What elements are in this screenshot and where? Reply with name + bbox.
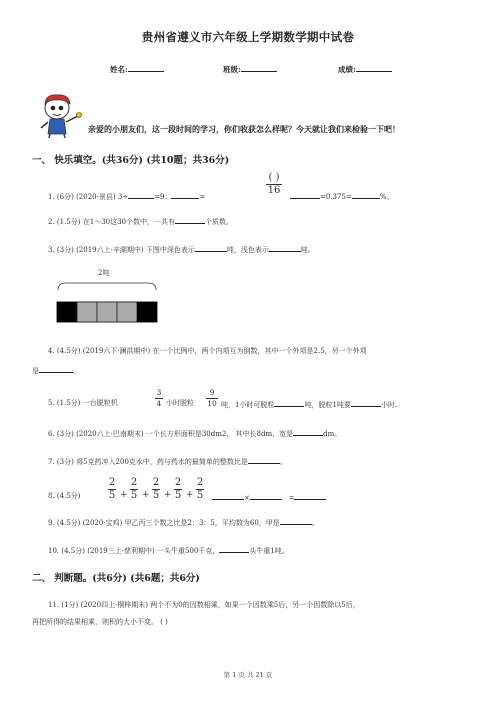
question-score: (3分): [56, 246, 74, 254]
fraction-numerator: ( ): [268, 172, 280, 183]
name-field[interactable]: [110, 63, 164, 75]
q2-text-a: 在1～30这30个数中，一共有: [82, 218, 176, 226]
fraction-denominator: 5: [108, 490, 116, 501]
q8-fraction-4: [174, 478, 182, 501]
question-9: [48, 516, 319, 528]
q8-plus-1: +: [120, 490, 128, 500]
q8-fraction-5: [196, 478, 204, 501]
q2-text-b: 个质数。: [205, 218, 234, 226]
question-2: [48, 215, 233, 227]
q1-blank-4[interactable]: [352, 190, 380, 199]
question-8-tail: [212, 491, 326, 502]
score-field[interactable]: [338, 63, 392, 75]
q8-fraction-2: [130, 478, 138, 501]
q8-blank-1[interactable]: [212, 491, 244, 500]
question-score: (3分): [56, 458, 74, 466]
name-label: 姓名:: [110, 65, 128, 74]
q8-fraction-3: [152, 478, 160, 501]
score-label: 成绩:: [338, 65, 356, 74]
q1-blank-2[interactable]: [171, 190, 199, 199]
question-number: 5.: [48, 399, 55, 407]
question-number: 10.: [48, 547, 60, 555]
question-source: (2020六上·巴南期末): [76, 430, 144, 438]
question-score: (3分): [56, 430, 74, 438]
q8-plus-4: +: [186, 490, 194, 500]
question-score: (1.5分): [56, 218, 81, 226]
fraction-denominator: 5: [130, 490, 138, 501]
question-number: 1.: [48, 193, 55, 201]
cartoon-mascot-image: [36, 90, 82, 138]
question-source: (2019六下·澜洪期中): [82, 347, 151, 355]
q3-blank-1[interactable]: [195, 243, 227, 252]
q9-text-b: 。: [311, 519, 319, 527]
q8-times: ×: [244, 494, 250, 502]
q1-text-b: =9：: [154, 193, 172, 201]
q5-text-c: 吨，1小时可脱粒: [221, 401, 275, 409]
q1-text-a: 3÷: [117, 193, 129, 201]
class-blank: [241, 63, 277, 72]
q8-plus-2: +: [142, 490, 150, 500]
q1-blank-3[interactable]: [290, 190, 320, 199]
question-number: 6.: [48, 430, 55, 438]
question-11: [48, 600, 360, 610]
score-blank: [356, 63, 392, 72]
question-10: [48, 544, 289, 556]
question-4: [48, 346, 367, 356]
q5-text-d: 吨，脱粒1吨要: [304, 401, 351, 409]
q3-text-b: 吨，浅色表示: [226, 246, 269, 254]
q9-text-a: 甲乙丙三个数之比是2：3：5，平均数为60，甲是: [124, 519, 280, 527]
q8-blank-3[interactable]: [294, 491, 326, 500]
question-number: 4.: [48, 347, 55, 355]
q5-blank-1[interactable]: [274, 398, 304, 407]
question-score: (4.5分): [56, 519, 81, 527]
q10-text-b: 头牛重1吨。: [249, 547, 289, 555]
question-3: [48, 243, 315, 255]
section-1-title: 一、 快乐填空。(共36分) (共10题；共36分): [32, 155, 230, 166]
name-blank: [128, 63, 164, 72]
fraction-numerator: 9: [209, 388, 215, 397]
q1-fraction: [266, 173, 282, 196]
q7-blank[interactable]: [248, 455, 280, 464]
q6-text-a: 一个长方形面积是30dm2，: [145, 430, 234, 438]
question-source: (2020·景县): [76, 193, 116, 201]
q7-text-a: 将5克药冲入200克水中，药与药水的最简单的整数比是: [76, 458, 248, 466]
q9-blank[interactable]: [280, 516, 312, 525]
fraction-denominator: 16: [267, 185, 281, 196]
q5-fraction-2: [206, 389, 218, 407]
question-5-tail: [221, 398, 397, 410]
fraction-denominator: 5: [152, 490, 160, 501]
q1-text-c: =: [199, 193, 206, 201]
question-5-mid: [166, 398, 194, 408]
page-footer: 第 1 页 共 21 页: [223, 671, 273, 679]
question-number: 2.: [48, 218, 55, 226]
question-8: [48, 491, 81, 501]
q5-fraction-1: [155, 389, 163, 407]
q5-text-b: 小时脱粒: [166, 399, 194, 407]
question-5: [48, 398, 118, 408]
q1-text-d: =0.375=: [320, 193, 352, 201]
q8-plus-3: +: [164, 490, 172, 500]
q3-text-c: 吨。: [300, 246, 315, 254]
question-number: 7.: [48, 458, 55, 466]
question-1: [48, 190, 205, 202]
q1-text-e: %。: [379, 193, 394, 201]
q3-bar-figure: [56, 278, 160, 328]
question-score: (4.5分): [56, 492, 81, 500]
q8-fraction-1: [108, 478, 116, 501]
class-field[interactable]: [223, 63, 277, 75]
q8-blank-2[interactable]: [250, 491, 282, 500]
question-4-line2: [32, 364, 80, 376]
fraction-denominator: 5: [174, 490, 182, 501]
q3-figure-label: 2吨: [98, 269, 110, 277]
page-title: 贵州省遵义市六年级上学期数学期中试卷: [141, 30, 355, 44]
q6-text-c: dm。: [323, 430, 342, 438]
q4-text-line2: 是: [32, 367, 39, 375]
question-score: (1分): [61, 601, 79, 609]
question-source: (2019三上·慈利期中): [87, 547, 155, 555]
question-number: 8.: [48, 492, 55, 500]
question-score: (4.5分): [56, 347, 81, 355]
question-6: [48, 427, 341, 439]
q4-text-a: 在一个比例中，两个内项互为倒数，其中一个外项是2.5，另一个外项: [152, 347, 367, 355]
question-source: (2020·宝鸡): [82, 519, 123, 527]
question-7: [48, 455, 287, 467]
q3-text-a: 下图中深色表示: [145, 246, 195, 254]
question-11-line2: 再把所得的结果相乘，则积的大小不变。 ( ): [32, 618, 168, 626]
fraction-numerator: 2: [196, 477, 204, 488]
fraction-denominator: 5: [196, 490, 204, 501]
q4-text-end: 。: [73, 367, 80, 375]
q11-text-a: 两个不为0的因数相乘，如果一个因数乘5后，另一个因数除以5后，: [150, 601, 360, 609]
q1-blank-1[interactable]: [128, 190, 154, 199]
question-score: (6分): [56, 193, 74, 201]
fraction-numerator: 2: [174, 477, 182, 488]
question-number: 11.: [48, 601, 60, 609]
q5-text-e: 小时.: [380, 401, 398, 409]
question-score: (1.5分): [56, 399, 81, 407]
question-number: 3.: [48, 246, 55, 254]
class-label: 班级:: [223, 65, 241, 74]
q8-equals: =: [288, 494, 295, 502]
q4-blank[interactable]: [39, 364, 73, 373]
question-1-tail: [290, 190, 393, 202]
fraction-numerator: 2: [152, 477, 160, 488]
intro-text: 亲爱的小朋友们，这一段时间的学习，你们收获怎么样呢？今天就让我们来检验一下吧！: [88, 124, 400, 134]
fraction-numerator: 3: [156, 388, 162, 397]
q10-blank[interactable]: [219, 544, 249, 553]
q10-text-a: 一头牛重500千克，: [156, 547, 220, 555]
q2-blank[interactable]: [175, 215, 205, 224]
q7-text-b: 。: [279, 458, 287, 466]
question-source: (2020四上·桐梓期末): [80, 601, 149, 609]
q5-blank-2[interactable]: [351, 398, 381, 407]
q6-text-b: 其中长8dm，宽是: [235, 430, 294, 438]
question-source: (2019六上·辛湖期中): [76, 246, 144, 254]
question-number: 9.: [48, 519, 55, 527]
fraction-numerator: 2: [130, 477, 138, 488]
fraction-denominator: 4: [156, 398, 162, 408]
fraction-denominator: 10: [207, 398, 217, 408]
q3-blank-2[interactable]: [269, 243, 301, 252]
fraction-numerator: 2: [108, 477, 116, 488]
section-2-title: 二、 判断题。(共6分) (共6题；共6分): [32, 573, 200, 584]
q5-text-a: 一台脱粒机: [82, 399, 118, 407]
q6-blank[interactable]: [293, 427, 323, 436]
question-score: (4.5分): [61, 547, 85, 555]
